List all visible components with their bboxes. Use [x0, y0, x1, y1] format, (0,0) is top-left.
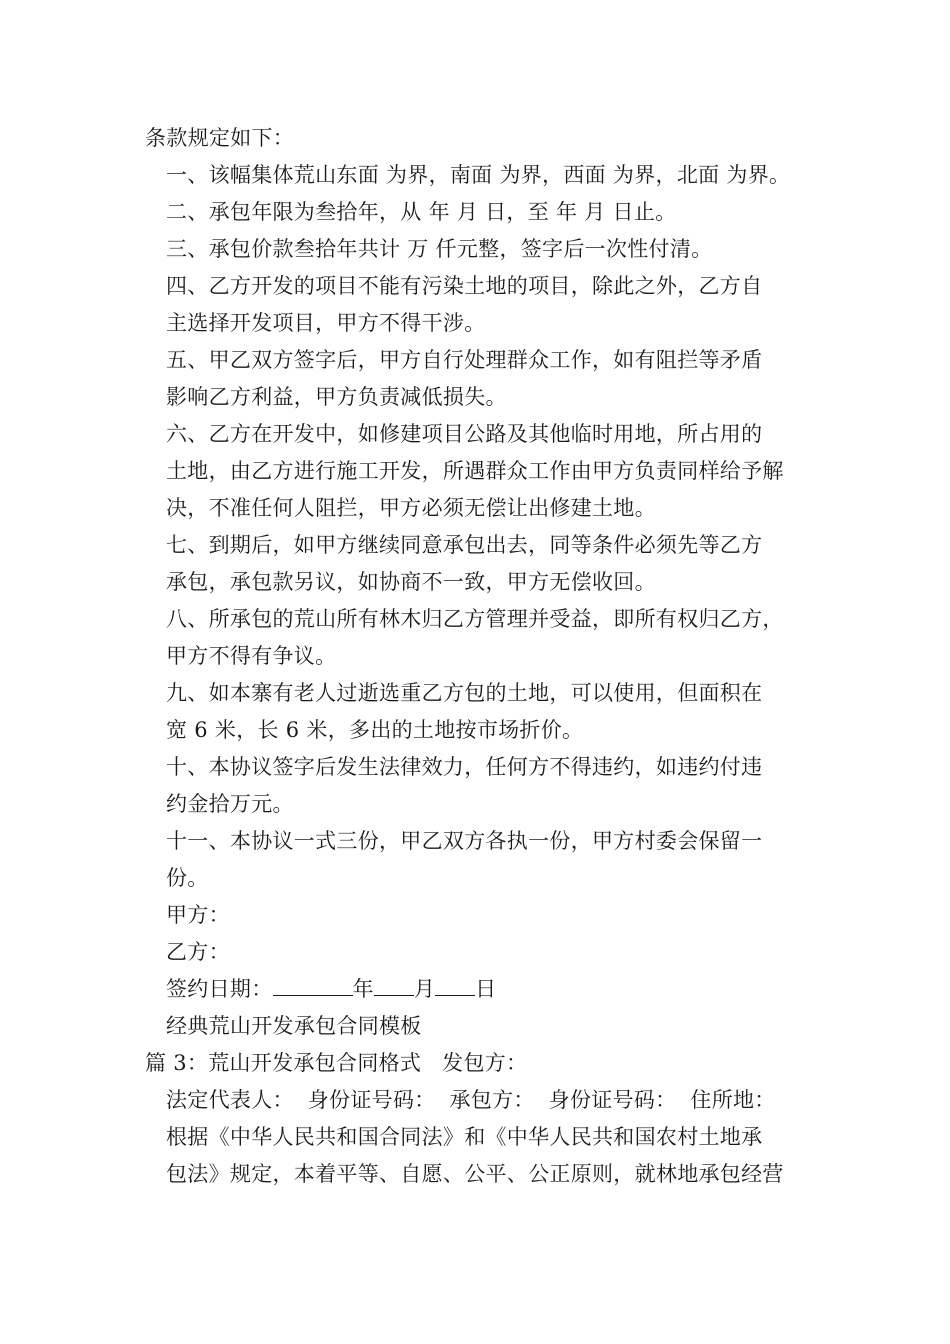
clause-line: 四、乙方开发的项目不能有污染土地的项目，除此之外，乙方自 [166, 274, 763, 298]
clause-line: 影响乙方利益，甲方负责减低损失。 [166, 385, 507, 409]
clause-paragraph [145, 231, 810, 268]
party-info-line: 法定代表人： 身份证号码： 承包方： 身份证号码： 住所地： [166, 1088, 776, 1112]
template-title: 经典荒山开发承包合同模板 [166, 1014, 422, 1038]
party-b-label: 乙方： [166, 940, 230, 964]
sign-month-label: 月 [413, 977, 436, 1001]
basis-line: 包法》规定，本着平等、自愿、公平、公正原则，就林地承包经营 [166, 1162, 784, 1186]
clause-line: 主选择开发项目，甲方不得干涉。 [166, 311, 486, 335]
clause-line: 土地，由乙方进行施工开发，所遇群众工作由甲方负责同样给予解 [166, 459, 784, 483]
clause-line: 十、本协议签字后发生法律效力，任何方不得违约，如违约付违 [166, 755, 763, 779]
clause-paragraph [145, 268, 810, 342]
clause-paragraph [145, 823, 810, 897]
clause-line: 决，不准任何人阻拦，甲方必须无偿让出修建土地。 [166, 496, 656, 520]
clause-line: 承包，承包款另议，如协商不一致，甲方无偿收回。 [166, 570, 656, 594]
clause-list [145, 157, 810, 897]
basis-paragraph [145, 1119, 810, 1193]
basis-line: 根据《中华人民共和国合同法》和《中华人民共和国农村土地承 [166, 1125, 763, 1149]
clause-line: 二、承包年限为叁拾年，从 年 月 日，至 年 月 日止。 [166, 200, 677, 224]
clause-line: 六、乙方在开发中，如修建项目公路及其他临时用地，所占用的 [166, 422, 763, 446]
clause-paragraph [145, 342, 810, 416]
clause-paragraph [145, 157, 810, 194]
clause-line: 甲方不得有争议。 [166, 644, 337, 668]
clause-line: 九、如本寨有老人过逝选重乙方包的土地，可以使用，但面积在 [166, 681, 763, 705]
document-body [145, 120, 810, 1193]
sign-year-label: 年 [352, 977, 374, 1001]
sign-date-line [145, 971, 810, 1008]
clause-line: 份。 [166, 866, 209, 890]
clause-paragraph [145, 601, 810, 675]
clause-paragraph [145, 527, 810, 601]
clause-line: 五、甲乙双方签字后，甲方自行处理群众工作，如有阻拦等矛盾 [166, 348, 763, 372]
clause-line: 十一、本协议一式三份，甲乙双方各执一份，甲方村委会保留一 [166, 829, 763, 853]
clause-paragraph [145, 749, 810, 823]
clause-heading: 条款规定如下： [145, 126, 295, 150]
clause-line: 宽 6 米，长 6 米，多出的土地按市场折价。 [166, 718, 584, 742]
clause-line: 七、到期后，如甲方继续同意承包出去，同等条件必须先等乙方 [166, 533, 763, 557]
section-3-heading: 篇 3：荒山开发承包合同格式 发包方： [145, 1051, 528, 1075]
sign-date-label: 签约日期： [166, 977, 273, 1001]
sign-year-blank [273, 971, 353, 996]
party-a-label: 甲方： [166, 903, 230, 927]
sign-day-label: 日 [475, 977, 497, 1001]
clause-line: 一、该幅集体荒山东面 为界，南面 为界，西面 为界，北面 为界。 [166, 163, 791, 187]
sign-day-blank [435, 971, 475, 996]
clause-line: 三、承包价款叁拾年共计 万 仟元整，签字后一次性付清。 [166, 237, 713, 261]
clause-paragraph [145, 194, 810, 231]
clause-paragraph [145, 675, 810, 749]
clause-line: 约金拾万元。 [166, 792, 294, 816]
clause-paragraph [145, 416, 810, 527]
sign-month-blank [374, 971, 414, 996]
clause-line: 八、所承包的荒山所有林木归乙方管理并受益，即所有权归乙方， [166, 607, 784, 631]
